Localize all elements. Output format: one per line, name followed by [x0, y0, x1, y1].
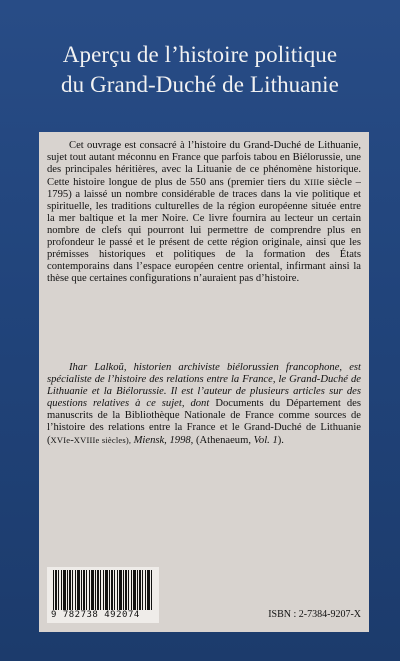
century-suffix-1: e	[66, 435, 71, 445]
isbn-label: ISBN : 2-7384-9207-X	[268, 609, 361, 620]
century-end: XVIII	[73, 435, 96, 445]
title-line-1: Aperçu de l’histoire politique	[62, 42, 338, 67]
summary-paragraph	[47, 140, 361, 285]
author-bio-text: Documents du Département des manuscrits de la Bibliothèque Nationale de France comme sources de l’histoire des relations entre la France et le Grand-Duché de Lithuanie (	[47, 398, 361, 446]
publication-volume: Vol. 1	[253, 435, 278, 446]
publication-series: (Athenaeum,	[193, 435, 254, 446]
barcode-number: 9 782738 492074	[51, 610, 140, 620]
century-dash: -	[70, 435, 74, 446]
barcode-bars	[53, 570, 153, 610]
barcode	[47, 567, 159, 623]
century-start: XVI	[50, 435, 67, 445]
title-line-2: du Grand-Duché de Lithuanie	[61, 72, 339, 97]
summary-text-b: e siècle – 1795) a laissé un nombre considérable de traces dans la vie politique et spirituelle, les traditions culturelles de la région européenne située entre la mer baltique et la mer Noire. Ce livre fournira au lecteur un certain nombre de clefs qui pourront lui permettre de comprendre plus en profondeur le passé et le présent de cette région originale, ainsi que les prémisses historiques et politiques de la formation des États contemporains dans l’espace européen centre oriental, infirmant ainsi la thèse que certaines configurations n’auraient pas d’histoire.	[47, 177, 361, 284]
author-paragraph	[47, 362, 361, 447]
book-title	[10, 40, 390, 100]
century-numeral: XIII	[303, 177, 320, 187]
publication-close: ).	[277, 435, 284, 446]
publication-place: Miensk, 1998,	[133, 435, 194, 446]
text-panel	[39, 132, 369, 632]
century-suffix-2: e siècles),	[95, 435, 134, 445]
summary-text-a: Cet ouvrage est consacré à l’histoire du Grand-Duché de Lithuanie, sujet tout autant méconnu en France que parfois tabou en Biélorussie, une des principales héritières, avec la Lituanie de ce phénomène historique. Cette histoire longue de plus de 550 ans (premier tiers du	[47, 140, 361, 188]
author-bio-italic: Ihar Lalkoŭ, historien archiviste biélorussien francophone, est spécialiste de l’histoire des relations entre la France, le Grand-Duché de Lithuanie et la Biélorussie. Il est l’auteur de plusieurs articles sur des questions relatives à ce sujet, dont	[47, 362, 361, 409]
